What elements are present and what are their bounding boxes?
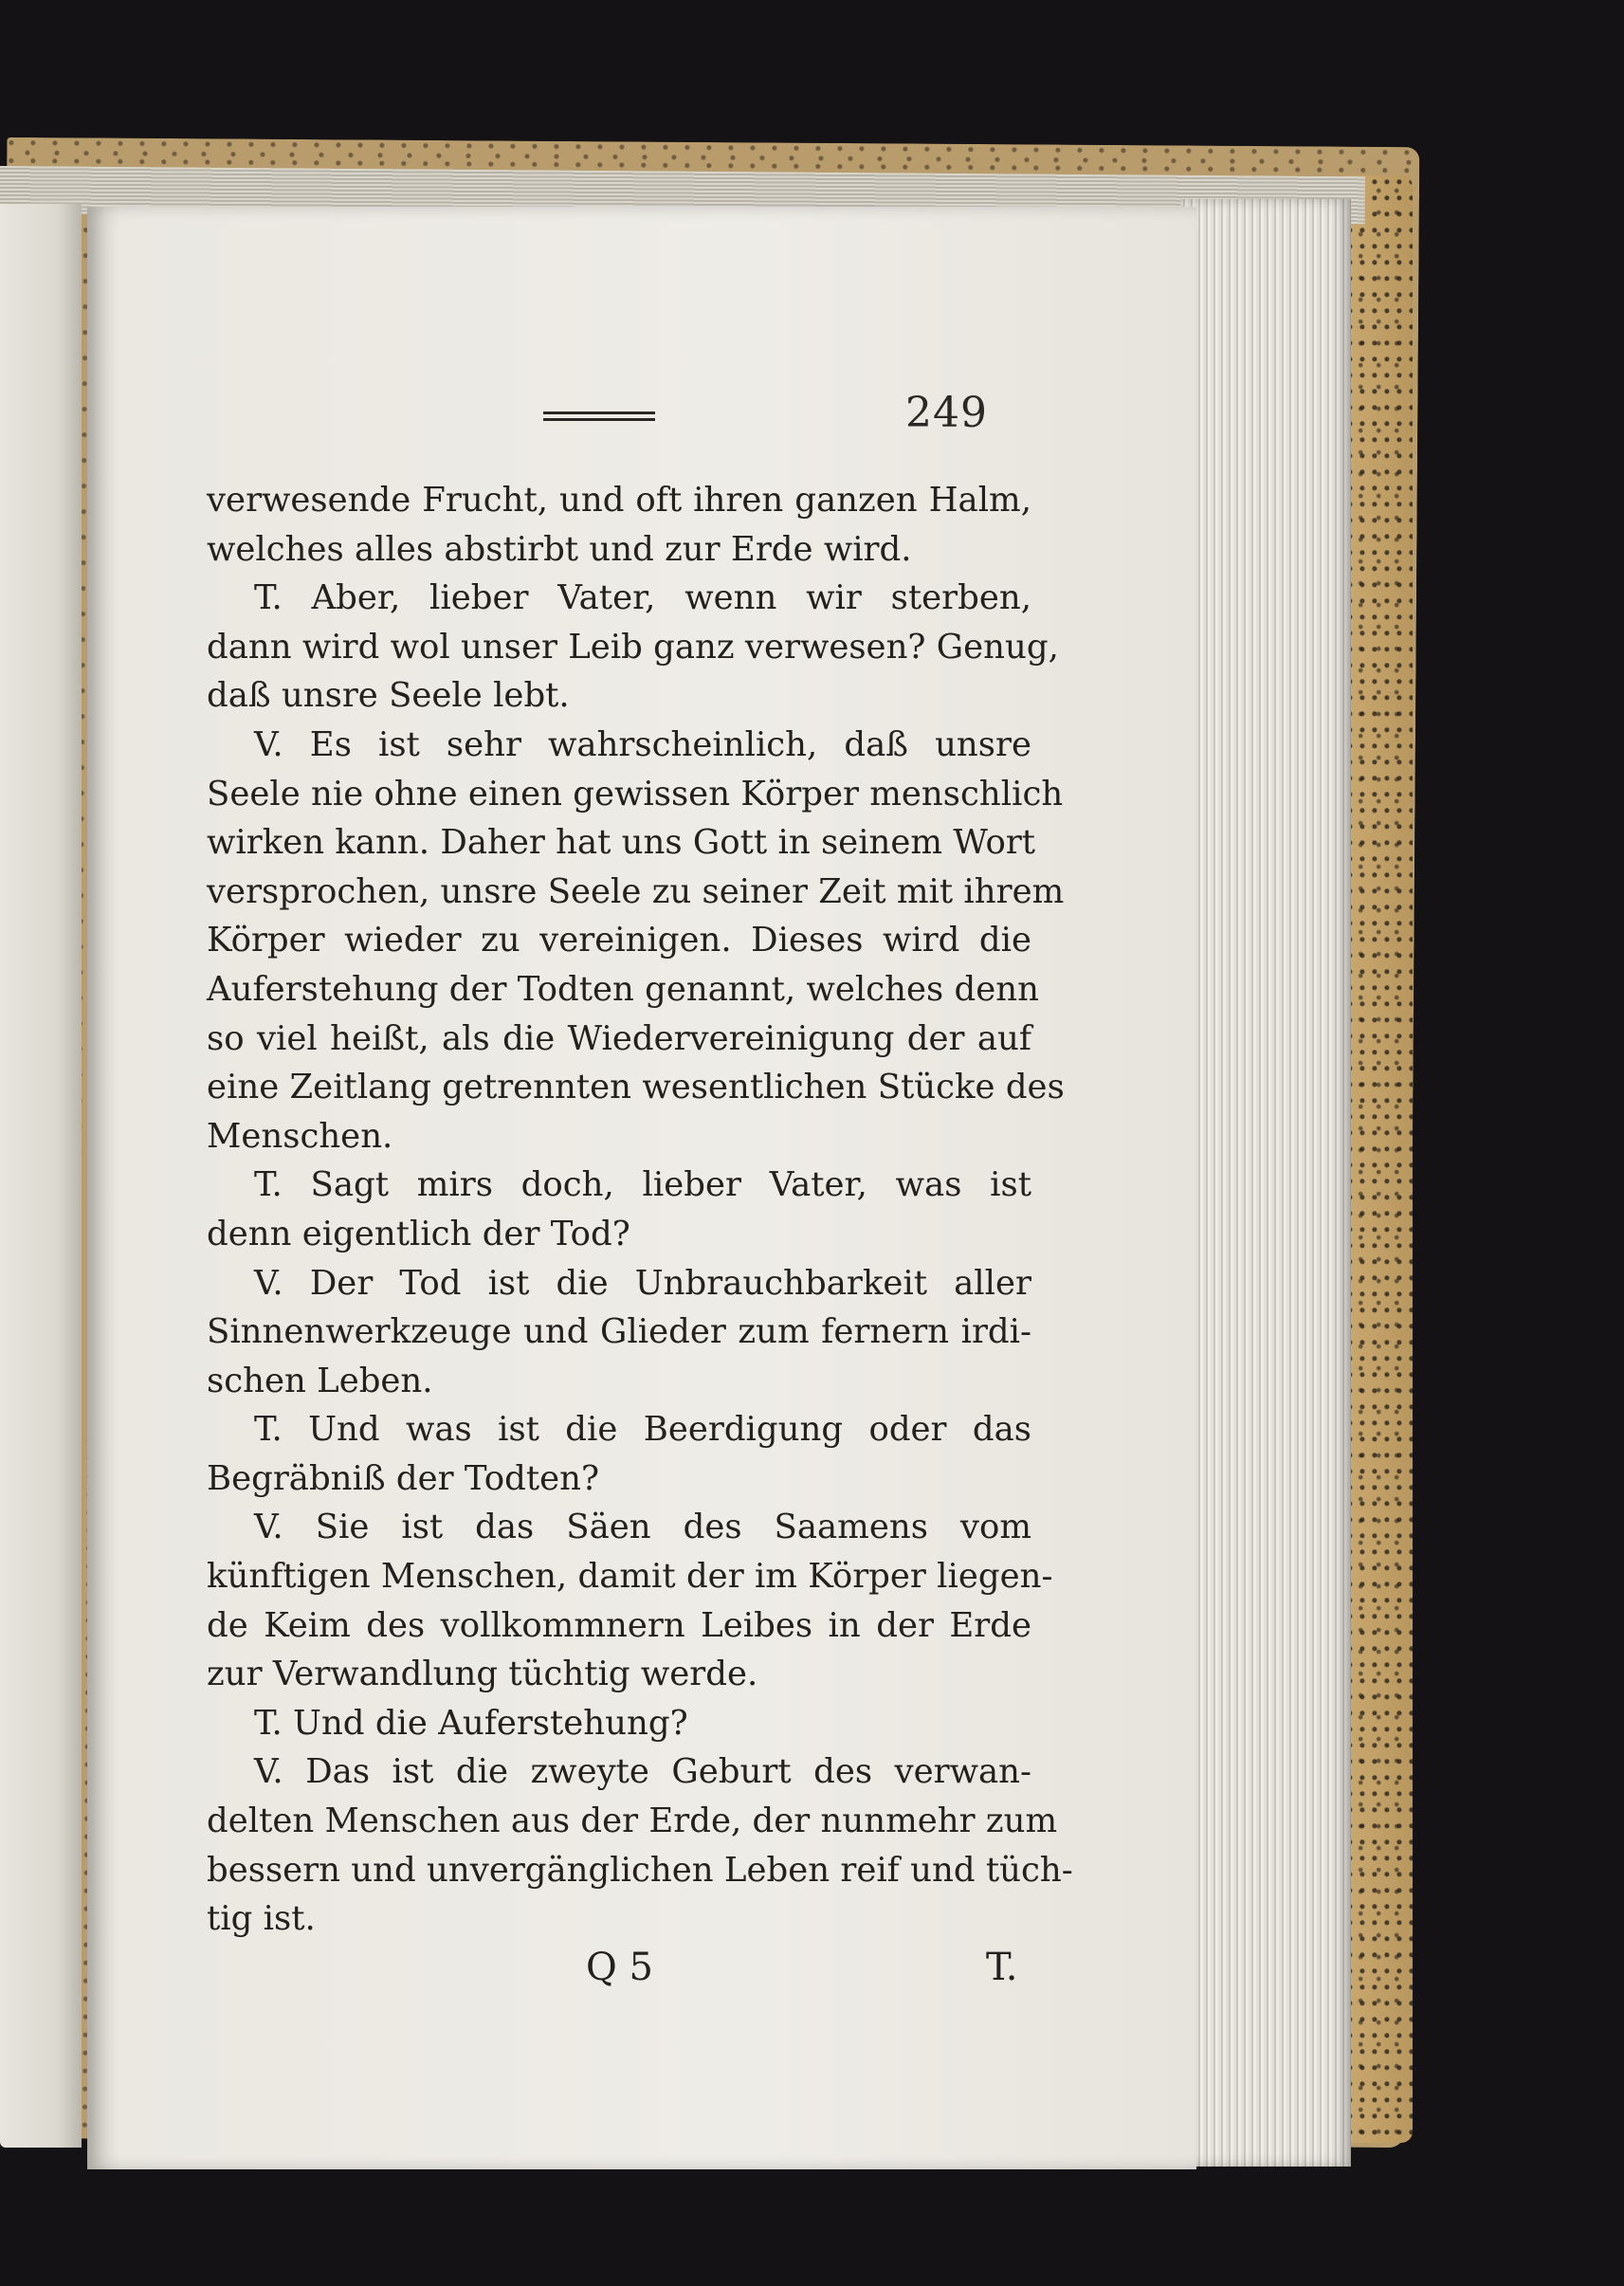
signature-mark: Q 5 bbox=[586, 1946, 653, 1989]
text-line: T. Und was ist die Beerdigung oder das bbox=[254, 1410, 1031, 1450]
text-line: Menschen. bbox=[207, 1116, 393, 1156]
running-head bbox=[0, 389, 1624, 446]
text-line: künftigen Menschen, damit der im Körper liegen- bbox=[207, 1557, 1053, 1597]
catchword: T. bbox=[986, 1946, 1018, 1989]
text-line: T. Und die Auferstehung? bbox=[254, 1703, 688, 1743]
text-line: Begräbniß der Todten? bbox=[207, 1458, 600, 1498]
text-line: T. Aber, lieber Vater, wenn wir sterben, bbox=[254, 578, 1031, 618]
text-line: T. Sagt mirs doch, lieber Vater, was ist bbox=[254, 1165, 1031, 1205]
page-number: 249 bbox=[905, 389, 988, 437]
text-line: tig ist. bbox=[207, 1899, 316, 1939]
body-text bbox=[207, 476, 1073, 1944]
text-line: V. Es ist sehr wahrscheinlich, daß unsre bbox=[254, 724, 1031, 764]
text-line: eine Zeitlang getrennten wesentlichen Stücke des bbox=[207, 1068, 1065, 1107]
text-line: schen Leben. bbox=[207, 1361, 433, 1400]
text-line: daß unsre Seele lebt. bbox=[207, 676, 570, 716]
text-line: V. Das ist die zweyte Geburt des verwan- bbox=[254, 1752, 1031, 1792]
speckled-fore-edge bbox=[1346, 175, 1413, 2143]
text-line: delten Menschen aus der Erde, der nunmehr zum bbox=[207, 1801, 1058, 1841]
text-line: zur Verwandlung tüchtig werde. bbox=[207, 1655, 758, 1694]
text-line: dann wird wol unser Leib ganz verwesen? Genug, bbox=[207, 627, 1059, 667]
text-line: Körper wieder zu vereinigen. Dieses wird die bbox=[207, 921, 1031, 960]
text-line: Seele nie ohne einen gewissen Körper menschlich bbox=[207, 774, 1064, 814]
text-line: verwesende Frucht, und oft ihren ganzen Halm, bbox=[207, 481, 1031, 520]
text-line: denn eigentlich der Tod? bbox=[207, 1214, 630, 1253]
text-line: wirken kann. Daher hat uns Gott in seinem Wort bbox=[207, 823, 1036, 863]
text-line: de Keim des vollkommnern Leibes in der Erde bbox=[207, 1605, 1031, 1645]
text-line: V. Der Tod ist die Unbrauchbarkeit aller bbox=[254, 1263, 1031, 1303]
text-line: bessern und unvergänglichen Leben reif und tüch- bbox=[207, 1850, 1073, 1890]
text-line: so viel heißt, als die Wiedervereinigung der auf bbox=[207, 1018, 1031, 1058]
text-line: versprochen, unsre Seele zu seiner Zeit mit ihrem bbox=[207, 871, 1065, 911]
header-rule bbox=[543, 411, 655, 421]
page-footer bbox=[0, 1946, 1624, 2003]
page-stack bbox=[1180, 199, 1351, 2167]
text-line: Sinnenwerkzeuge und Glieder zum fernern irdi- bbox=[207, 1312, 1031, 1352]
left-facing-page bbox=[0, 204, 82, 2148]
text-line: welches alles abstirbt und zur Erde wird. bbox=[207, 529, 912, 569]
text-line: V. Sie ist das Säen des Saamens vom bbox=[254, 1508, 1031, 1547]
text-line: Auferstehung der Todten genannt, welches denn bbox=[207, 969, 1039, 1009]
